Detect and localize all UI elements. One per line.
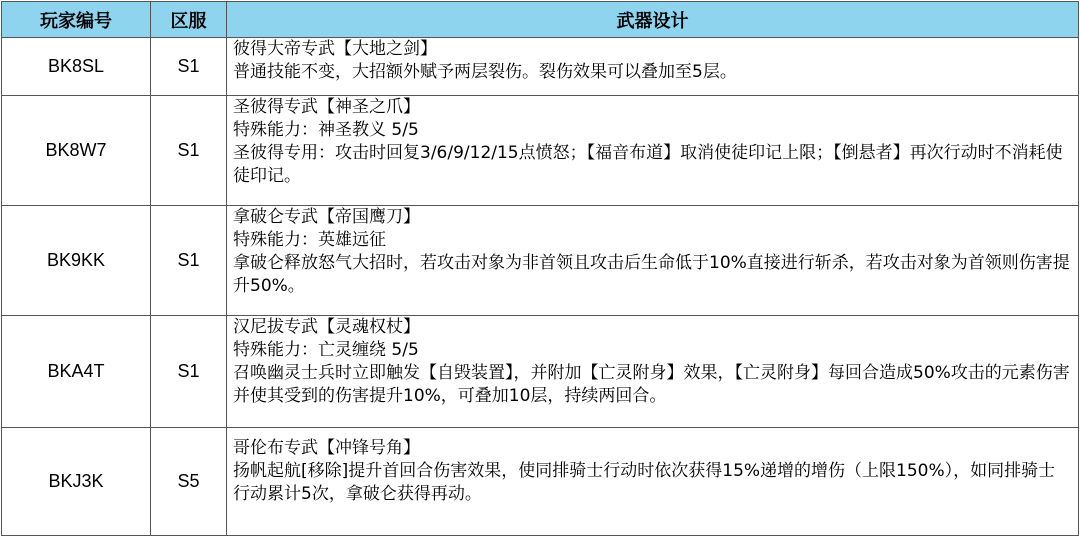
server-cell: S1: [151, 96, 227, 206]
design-line: 汉尼拔专武【灵魂权杖】: [233, 317, 420, 337]
header-player-id: 玩家编号: [2, 2, 151, 38]
design-line: 召唤幽灵士兵时立即触发【自毁装置】，并附加【亡灵附身】效果，【亡灵附身】每回合造成50%攻击的元素伤害并使其受到的伤害提升10%，可叠加10层，持续两回合。: [233, 363, 1070, 406]
table-row: [2, 206, 1079, 316]
table-row: [2, 316, 1079, 428]
player-id-cell: BKJ3K: [2, 428, 151, 536]
design-line: 哥伦布专武【冲锋号角】: [233, 438, 420, 458]
server-cell: S1: [151, 38, 227, 96]
design-line: 特殊能力：英雄远征: [233, 230, 386, 250]
header-server: 区服: [151, 2, 227, 38]
player-id-cell: BK8W7: [2, 96, 151, 206]
design-line: 彼得大帝专武【大地之剑】: [233, 39, 437, 59]
player-id-cell: BK8SL: [2, 38, 151, 96]
table-row: [2, 428, 1079, 536]
design-line: 特殊能力：神圣教义 5/5: [233, 120, 419, 140]
server-cell: S1: [151, 206, 227, 316]
player-id-cell: BKA4T: [2, 316, 151, 428]
design-line: 普通技能不变，大招额外赋予两层裂伤。裂伤效果可以叠加至5层。: [233, 62, 737, 82]
design-line: 拿破仑专武【帝国鹰刀】: [233, 207, 420, 227]
weapon-design-cell: [227, 428, 1079, 536]
design-line: 特殊能力：亡灵缠绕 5/5: [233, 340, 419, 360]
table-row: [2, 38, 1079, 96]
weapon-design-table: [1, 1, 1079, 536]
design-line: 圣彼得专用：攻击时回复3/6/9/12/15点愤怒；【福音布道】取消使徒印记上限；【倒悬者】再次行动时不消耗使徒印记。: [233, 143, 1063, 186]
header-row: [2, 2, 1079, 38]
weapon-design-cell: [227, 206, 1079, 316]
player-id-cell: BK9KK: [2, 206, 151, 316]
server-cell: S5: [151, 428, 227, 536]
weapon-design-cell: [227, 96, 1079, 206]
weapon-design-cell: [227, 38, 1079, 96]
design-line: 扬帆起航[移除]提升首回合伤害效果，使同排骑士行动时依次获得15%递增的增伤（上限150%），如同排骑士行动累计5次，拿破仑获得再动。: [233, 461, 1056, 504]
design-line: 拿破仑释放怒气大招时，若攻击对象为非首领且攻击后生命低于10%直接进行斩杀，若攻击对象为首领则伤害提升50%。: [233, 253, 1070, 296]
header-weapon-design: 武器设计: [227, 2, 1079, 38]
server-cell: S1: [151, 316, 227, 428]
design-line: 圣彼得专武【神圣之爪】: [233, 97, 420, 117]
weapon-design-cell: [227, 316, 1079, 428]
table-row: [2, 96, 1079, 206]
